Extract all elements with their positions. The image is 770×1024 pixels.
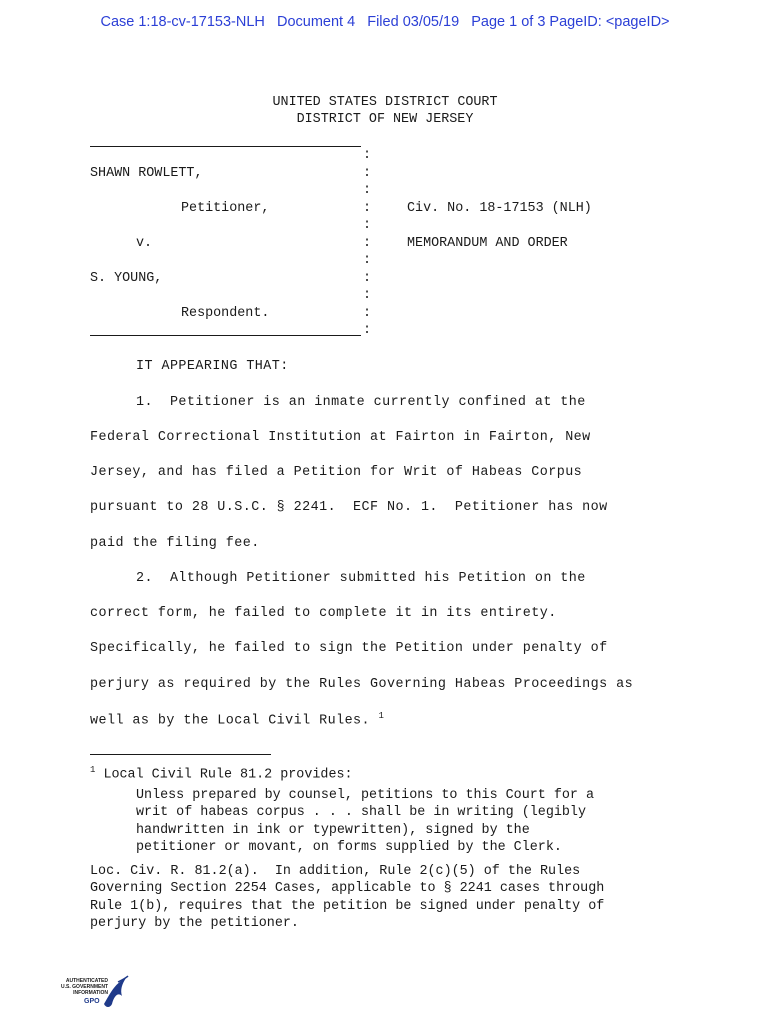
caption-colon: : — [363, 166, 372, 181]
respondent-role: Respondent. — [181, 306, 270, 321]
paragraph-1-line: pursuant to 28 U.S.C. § 2241. ECF No. 1. Petitioner has now — [90, 500, 608, 515]
logo-text — [44, 978, 108, 996]
paragraph-1-line: Jersey, and has filed a Petition for Writ of Habeas Corpus — [90, 465, 583, 480]
respondent-name: S. YOUNG, — [90, 271, 163, 286]
footnote-quote-line: handwritten in ink or typewritten), signed by the — [136, 823, 530, 838]
caption-colon: : — [363, 253, 372, 268]
paragraph-2-last-text: well as by the Local Civil Rules. — [90, 713, 371, 729]
petitioner-role: Petitioner, — [181, 201, 270, 216]
caption-colon: : — [363, 218, 372, 233]
footnote-rule — [90, 754, 271, 755]
civil-number: Civ. No. 18-17153 (NLH) — [407, 201, 592, 216]
footnote-quote-line: petitioner or movant, on forms supplied by the Clerk. — [136, 840, 562, 855]
footnote-intro — [90, 765, 353, 782]
paragraph-2-line: correct form, he failed to complete it in its entirety. — [90, 606, 557, 621]
caption-colon: : — [363, 323, 372, 338]
footnote-after-line: Governing Section 2254 Cases, applicable to § 2241 cases through — [90, 881, 605, 896]
caption-bottom-rule — [90, 335, 361, 336]
intro-line: IT APPEARING THAT: — [136, 359, 289, 374]
logo-text-line: AUTHENTICATED — [65, 978, 108, 984]
caption-colon: : — [363, 183, 372, 198]
logo-text-line: INFORMATION — [73, 990, 108, 996]
paragraph-2-line — [90, 711, 384, 728]
footnote-intro-text: Local Civil Rule 81.2 provides: — [103, 767, 353, 783]
caption-colon: : — [363, 236, 372, 251]
caption-top-rule — [90, 146, 361, 147]
footnote-quote-line: writ of habeas corpus . . . shall be in writing (legibly — [136, 805, 586, 820]
court-district: DISTRICT OF NEW JERSEY — [296, 112, 474, 127]
paragraph-1-line: Federal Correctional Institution at Fairton in Fairton, New — [90, 430, 591, 445]
caption-colon: : — [363, 201, 372, 216]
court-name: UNITED STATES DISTRICT COURT — [272, 95, 498, 110]
paragraph-1-line: paid the filing fee. — [90, 536, 260, 551]
logo-gpo: GPO — [84, 998, 100, 1005]
paragraph-2-line: Specifically, he failed to sign the Petition under penalty of — [90, 641, 608, 656]
footnote-quote-line: Unless prepared by counsel, petitions to this Court for a — [136, 788, 595, 803]
footnote-marker: 1 — [90, 765, 96, 775]
petitioner-name: SHAWN ROWLETT, — [90, 166, 203, 181]
paragraph-2-line: 2. Although Petitioner submitted his Petition on the — [136, 571, 586, 586]
gpo-authentication-logo — [44, 974, 134, 1012]
caption-colon: : — [363, 148, 372, 163]
caption-colon: : — [363, 306, 372, 321]
document-type: MEMORANDUM AND ORDER — [407, 236, 568, 251]
footnote-reference: 1 — [378, 711, 385, 721]
footnote-after-line: Loc. Civ. R. 81.2(a). In addition, Rule 2(c)(5) of the Rules — [90, 864, 581, 879]
caption-colon: : — [363, 271, 372, 286]
caption-colon: : — [363, 288, 372, 303]
case-header: Case 1:18-cv-17153-NLH Document 4 Filed 03/05/19 Page 1 of 3 PageID: <pageID> — [100, 14, 670, 30]
footnote-after-line: perjury by the petitioner. — [90, 916, 299, 931]
footnote-after-line: Rule 1(b), requires that the petition be signed under penalty of — [90, 899, 605, 914]
eagle-icon — [100, 974, 130, 1012]
logo-text-line: U.S. GOVERNMENT — [61, 984, 108, 990]
paragraph-1-line: 1. Petitioner is an inmate currently confined at the — [136, 395, 586, 410]
paragraph-2-line: perjury as required by the Rules Governing Habeas Proceedings as — [90, 677, 634, 692]
versus: v. — [136, 236, 153, 251]
